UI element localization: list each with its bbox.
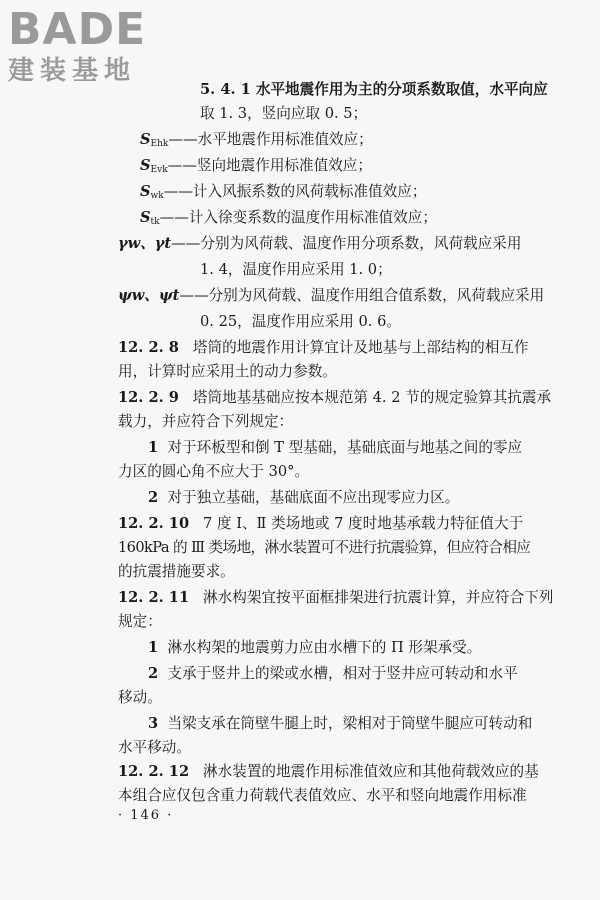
clause-12-2-9-item2 [148, 488, 459, 508]
symbol-description: ——分别为风荷载、温度作用分项系数，风荷载应采用 [171, 235, 522, 252]
clause-12-2-11-item2 [148, 664, 518, 684]
clause-12-2-10-line1 [118, 514, 523, 534]
clause-number: 12. 2. 12 [118, 763, 190, 780]
clause-12-2-10-line2: 160kPa 的 Ⅲ 类场地，淋水装置可不进行抗震验算，但应符合相应 [118, 539, 531, 556]
clause-12-2-9-line2: 载力，并应符合下列规定： [118, 413, 294, 430]
symbol-subscript: tk [150, 217, 160, 227]
clause-12-2-12-line2: 本组合应仅包含重力荷载代表值效应、水平和竖向地震作用标准 [118, 787, 527, 804]
clause-12-2-10-line3: 的抗震措施要求。 [118, 563, 235, 580]
item-number: 3 [148, 715, 159, 732]
clause-text: 塔筒地基基础应按本规范第 4. 2 节的规定验算其抗震承 [192, 389, 552, 406]
clause-12-2-12-line1 [118, 762, 539, 782]
item-number: 1 [148, 639, 159, 656]
symbol-description: ——计入风振系数的风荷载标准值效应； [163, 183, 427, 200]
symbol-def-sevk [140, 156, 372, 180]
item-text: 支承于竖井上的梁或水槽，相对于竖井应可转动和水平 [167, 665, 518, 682]
clause-text: 7 度 Ⅰ、Ⅱ 类场地或 7 度时地基承载力特征值大于 [203, 515, 524, 532]
clause-number: 12. 2. 11 [118, 589, 190, 606]
clause-5-4-1-line2: 取 1. 3，竖向应取 0. 5； [200, 105, 368, 122]
clause-number: 12. 2. 10 [118, 515, 190, 532]
item-text: 淋水构架的地震剪力应由水槽下的 Π 形架承受。 [167, 639, 482, 656]
logo-subtitle: 建装基地 [8, 56, 137, 86]
clause-12-2-11-item3-cont: 水平移动。 [118, 739, 191, 756]
item-number: 2 [148, 665, 159, 682]
clause-12-2-11-line2: 规定： [118, 613, 162, 630]
clause-12-2-11-item3 [148, 714, 532, 734]
item-text: 对于环板型和倒 T 型基础，基础底面与地基之间的零应 [167, 439, 523, 456]
symbol-def-sehk [140, 130, 373, 154]
item-number: 2 [148, 489, 159, 506]
clause-12-2-9-item1-cont: 力区的圆心角不应大于 30°。 [118, 463, 310, 480]
symbol-def-psi [118, 286, 544, 306]
clause-5-4-1-line1: 5. 4. 1 水平地震作用为主的分项系数取值，水平向应 [200, 81, 548, 98]
clause-number: 12. 2. 9 [118, 389, 179, 406]
page-number: · 146 · [118, 808, 174, 823]
symbol-subscript: Evk [150, 165, 168, 175]
clause-12-2-8-line1 [118, 338, 529, 358]
symbol: S [140, 209, 151, 226]
symbol: γw、γt [118, 235, 172, 252]
clause-text: 淋水构架宜按平面框排架进行抗震计算，并应符合下列 [203, 589, 554, 606]
symbol-subscript: wk [150, 191, 164, 201]
symbol-def-stk [140, 208, 437, 232]
clause-12-2-9-item1 [148, 438, 522, 458]
symbol-subscript: Ehk [150, 139, 169, 149]
symbol: S [140, 157, 151, 174]
symbol: S [140, 131, 151, 148]
clause-text: 淋水装置的地震作用标准值效应和其他荷载效应的基 [203, 763, 539, 780]
clause-number: 12. 2. 8 [118, 339, 179, 356]
symbol-description: ——计入徐变系数的温度作用标准值效应； [159, 209, 437, 226]
clause-12-2-11-item2-cont: 移动。 [118, 689, 162, 706]
clause-text: 塔筒的地震作用计算宜计及地基与上部结构的相互作 [192, 339, 529, 356]
symbol-def-gamma-cont: 1. 4，温度作用应采用 1. 0； [200, 261, 392, 278]
clause-12-2-11-line1 [118, 588, 553, 608]
logo-wordmark: BADE [8, 4, 147, 55]
symbol: ψw、ψt [118, 287, 180, 304]
symbol-def-psi-cont: 0. 25，温度作用应采用 0. 6。 [200, 313, 401, 330]
symbol-def-swk [140, 182, 426, 206]
symbol-def-gamma [118, 234, 521, 254]
clause-12-2-9-line1 [118, 388, 551, 408]
clause-12-2-11-item1 [148, 638, 481, 658]
symbol-description: ——分别为风荷载、温度作用组合值系数，风荷载应采用 [179, 287, 545, 304]
symbol-description: ——竖向地震作用标准值效应； [167, 157, 372, 174]
publisher-logo [8, 6, 176, 86]
symbol-description: ——水平地震作用标准值效应； [168, 131, 373, 148]
item-number: 1 [148, 439, 159, 456]
symbol: S [140, 183, 151, 200]
clause-12-2-8-line2: 用，计算时应采用土的动力参数。 [118, 363, 337, 380]
item-text: 当梁支承在筒壁牛腿上时，梁相对于筒壁牛腿应可转动和 [167, 715, 533, 732]
item-text: 对于独立基础，基础底面不应出现零应力区。 [167, 489, 460, 506]
